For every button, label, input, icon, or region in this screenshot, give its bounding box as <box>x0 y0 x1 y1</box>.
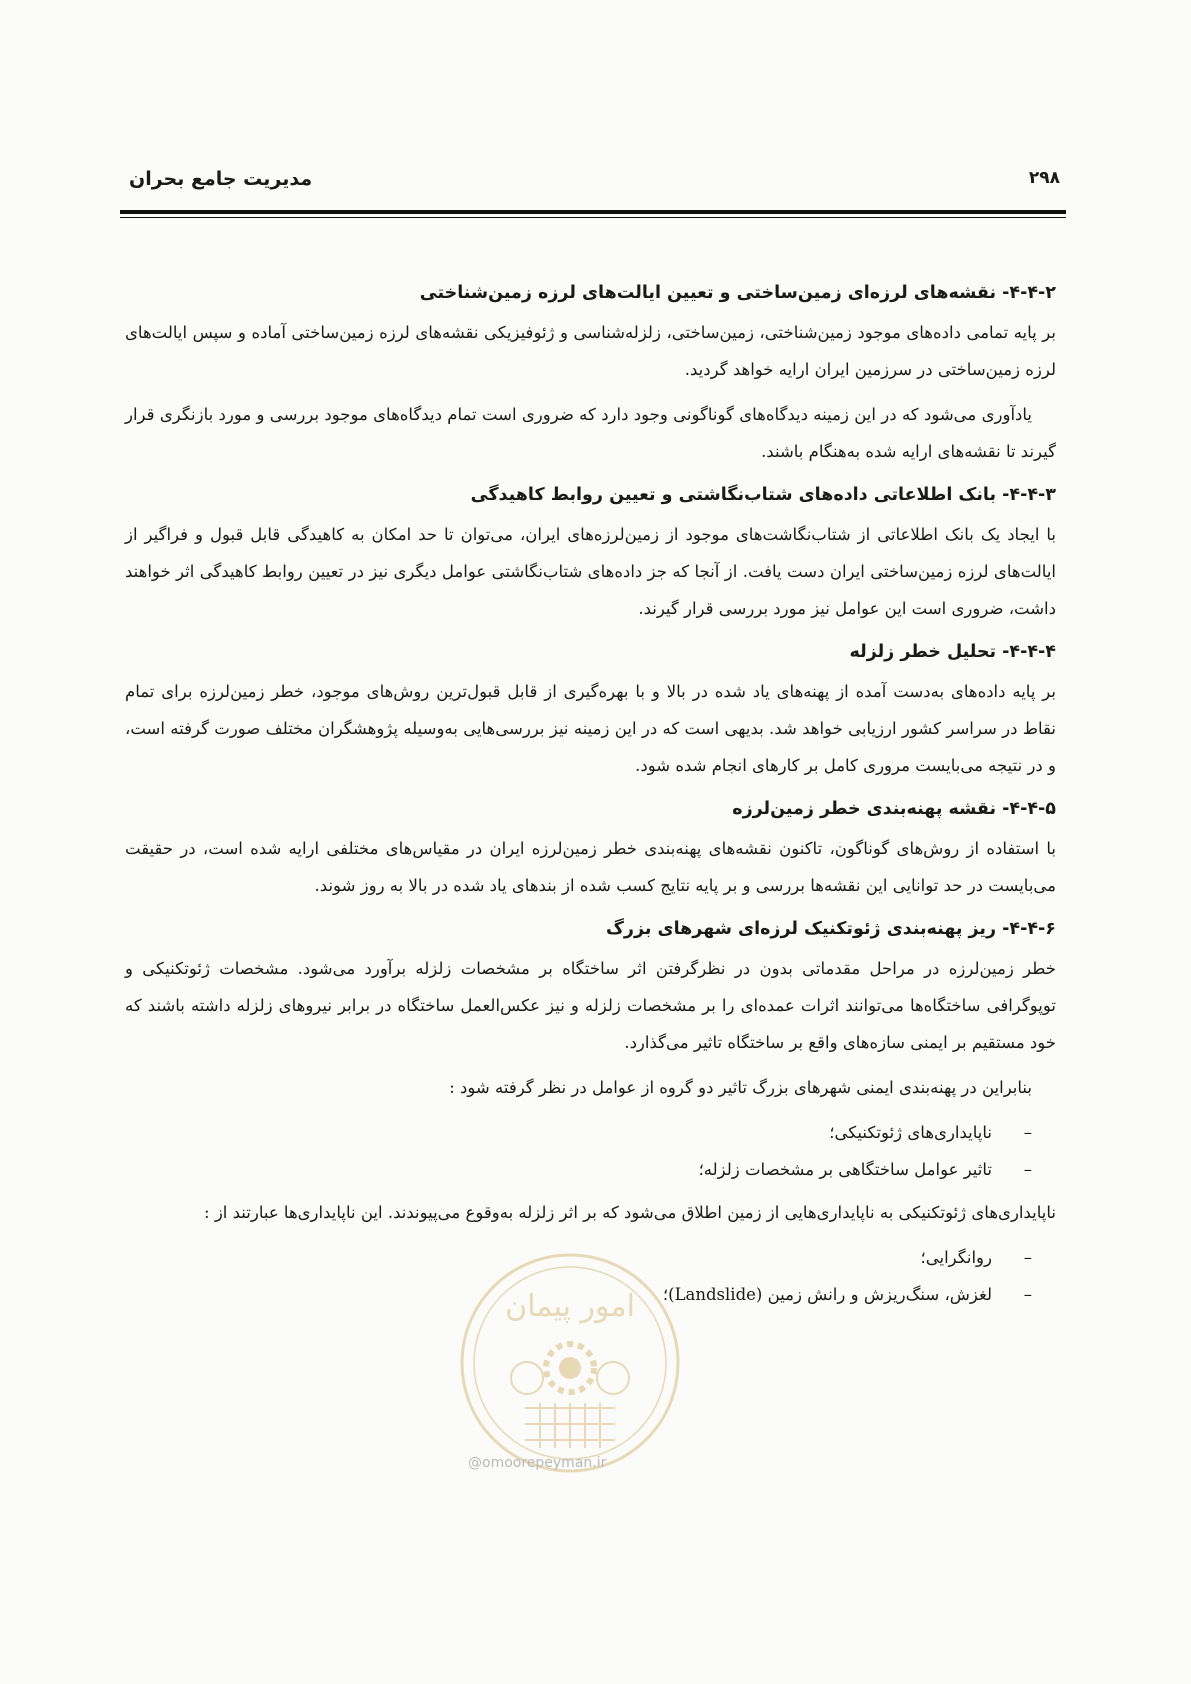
factor-list <box>125 1114 1056 1188</box>
list-item <box>125 1151 1032 1188</box>
section-heading: ۴-۴-۵- نقشه پهنه‌بندی خطر زمین‌لرزه <box>732 799 1056 819</box>
header-rule-thick <box>120 210 1066 214</box>
section-heading: ۴-۴-۳- بانک اطلاعاتی داده‌های شتاب‌نگاشتی و تعیین روابط کاهیدگی <box>470 485 1056 505</box>
section-heading: ۴-۴-۶- ریز پهنه‌بندی ژئوتکنیک لرزه‌ای شهرهای بزرگ <box>606 919 1056 939</box>
running-header <box>125 168 1066 208</box>
watermark-url: @omoorepeyman.ir <box>468 1455 607 1471</box>
dash-bullet: – <box>1023 1160 1032 1179</box>
paragraph: با استفاده از روش‌های گوناگون، تاکنون نقشه‌های پهنه‌بندی خطر زمین‌لرزه ایران در مقیاس‌های مختلفی ارایه شده است، در حقیقت می‌بایست در حد توانایی این نقشه‌ها بررسی و بر پایه نتایج کسب شده از بندهای یاد شده در بالا به روز شوند. <box>125 839 1056 895</box>
dash-bullet: – <box>1023 1248 1032 1267</box>
list-item-text: ناپایداری‌های ژئوتکنیکی؛ <box>829 1123 992 1142</box>
paragraph: بنابراین در پهنه‌بندی ایمنی شهرهای بزرگ تاثیر دو گروه از عوامل در نظر گرفته شود : <box>449 1078 1032 1097</box>
section-heading: ۴-۴-۲- نقشه‌های لرزه‌ای زمین‌ساختی و تعیین ایالت‌های لرزه زمین‌شناختی <box>419 283 1056 303</box>
list-item <box>125 1114 1032 1151</box>
page-body <box>125 270 1056 1319</box>
header-rule-thin <box>120 217 1066 218</box>
section-heading: ۴-۴-۴- تحلیل خطر زلزله <box>849 642 1056 662</box>
paragraph: بر پایه داده‌های به‌دست آمده از پهنه‌های یاد شده در بالا و با بهره‌گیری از قابل قبول‌ترین روش‌های موجود، خطر زمین‌لرزه برای تمام نقاط در سراسر کشور ارزیابی خواهد شد. بدیهی است که در این زمینه نیز بررسی‌هایی به‌وسیله پژوهشگران مختلف صورت گرفته است، و در نتیجه می‌بایست مروری کامل بر کارهای انجام شده شود. <box>125 682 1056 775</box>
list-item-text: روانگرایی؛ <box>920 1248 992 1267</box>
paragraph: ناپایداری‌های ژئوتکنیکی به ناپایداری‌هایی از زمین اطلاق می‌شود که بر اثر زلزله به‌وقوع می‌پیوندند. این ناپایداری‌ها عبارتند از : <box>204 1203 1056 1222</box>
watermark-text: امور پیمان <box>505 1289 635 1324</box>
paragraph: یادآوری می‌شود که در این زمینه دیدگاه‌های گوناگونی وجود دارد که ضروری است تمام دیدگاه‌های موجود بررسی و مورد بازنگری قرار گیرند تا نقشه‌های ارایه شده به‌هنگام باشند. <box>125 405 1056 461</box>
watermark-seal-icon <box>455 1248 685 1478</box>
page-number: ۲۹۸ <box>1028 168 1060 188</box>
dash-bullet: – <box>1023 1123 1032 1142</box>
list-item-text: لغزش، سنگ‌ریزش و رانش زمین (Landslide)؛ <box>662 1285 992 1304</box>
list-item-text: تاثیر عوامل ساختگاهی بر مشخصات زلزله؛ <box>698 1160 992 1179</box>
paragraph: خطر زمین‌لرزه در مراحل مقدماتی بدون در نظرگرفتن اثر ساختگاه بر مشخصات زلزله برآورد می‌شود. مشخصات ژئوتکنیکی و توپوگرافی ساختگاه‌ها می‌توانند اثرات عمده‌ای را بر مشخصات زلزله و نیز عکس‌العمل ساختگاه در برابر نیروهای زلزله داشته باشند که خود مستقیم بر ایمنی سازه‌های واقع بر ساختگاه تاثیر می‌گذارد. <box>125 959 1056 1052</box>
paragraph: با ایجاد یک بانک اطلاعاتی از شتاب‌نگاشت‌های موجود از زمین‌لرزه‌های ایران، می‌توان تا حد امکان به کاهیدگی قابل قبول و فراگیر از ایالت‌های لرزه زمین‌ساختی ایران دست یافت. از آنجا که جز داده‌های شتاب‌نگاشتی عوامل دیگری نیز در تعیین روابط کاهیدگی اثر خواهند داشت، ضروری است این عوامل نیز مورد بررسی قرار گیرند. <box>125 525 1056 618</box>
paragraph: بر پایه تمامی داده‌های موجود زمین‌شناختی، زمین‌ساختی، زلزله‌شناسی و ژئوفیزیکی نقشه‌های لرزه زمین‌ساختی آماده و سپس ایالت‌های لرزه زمین‌ساختی در سرزمین ایران ارایه خواهد گردید. <box>125 323 1056 379</box>
book-title: مدیریت جامع بحران <box>129 168 313 190</box>
dash-bullet: – <box>1023 1285 1032 1304</box>
